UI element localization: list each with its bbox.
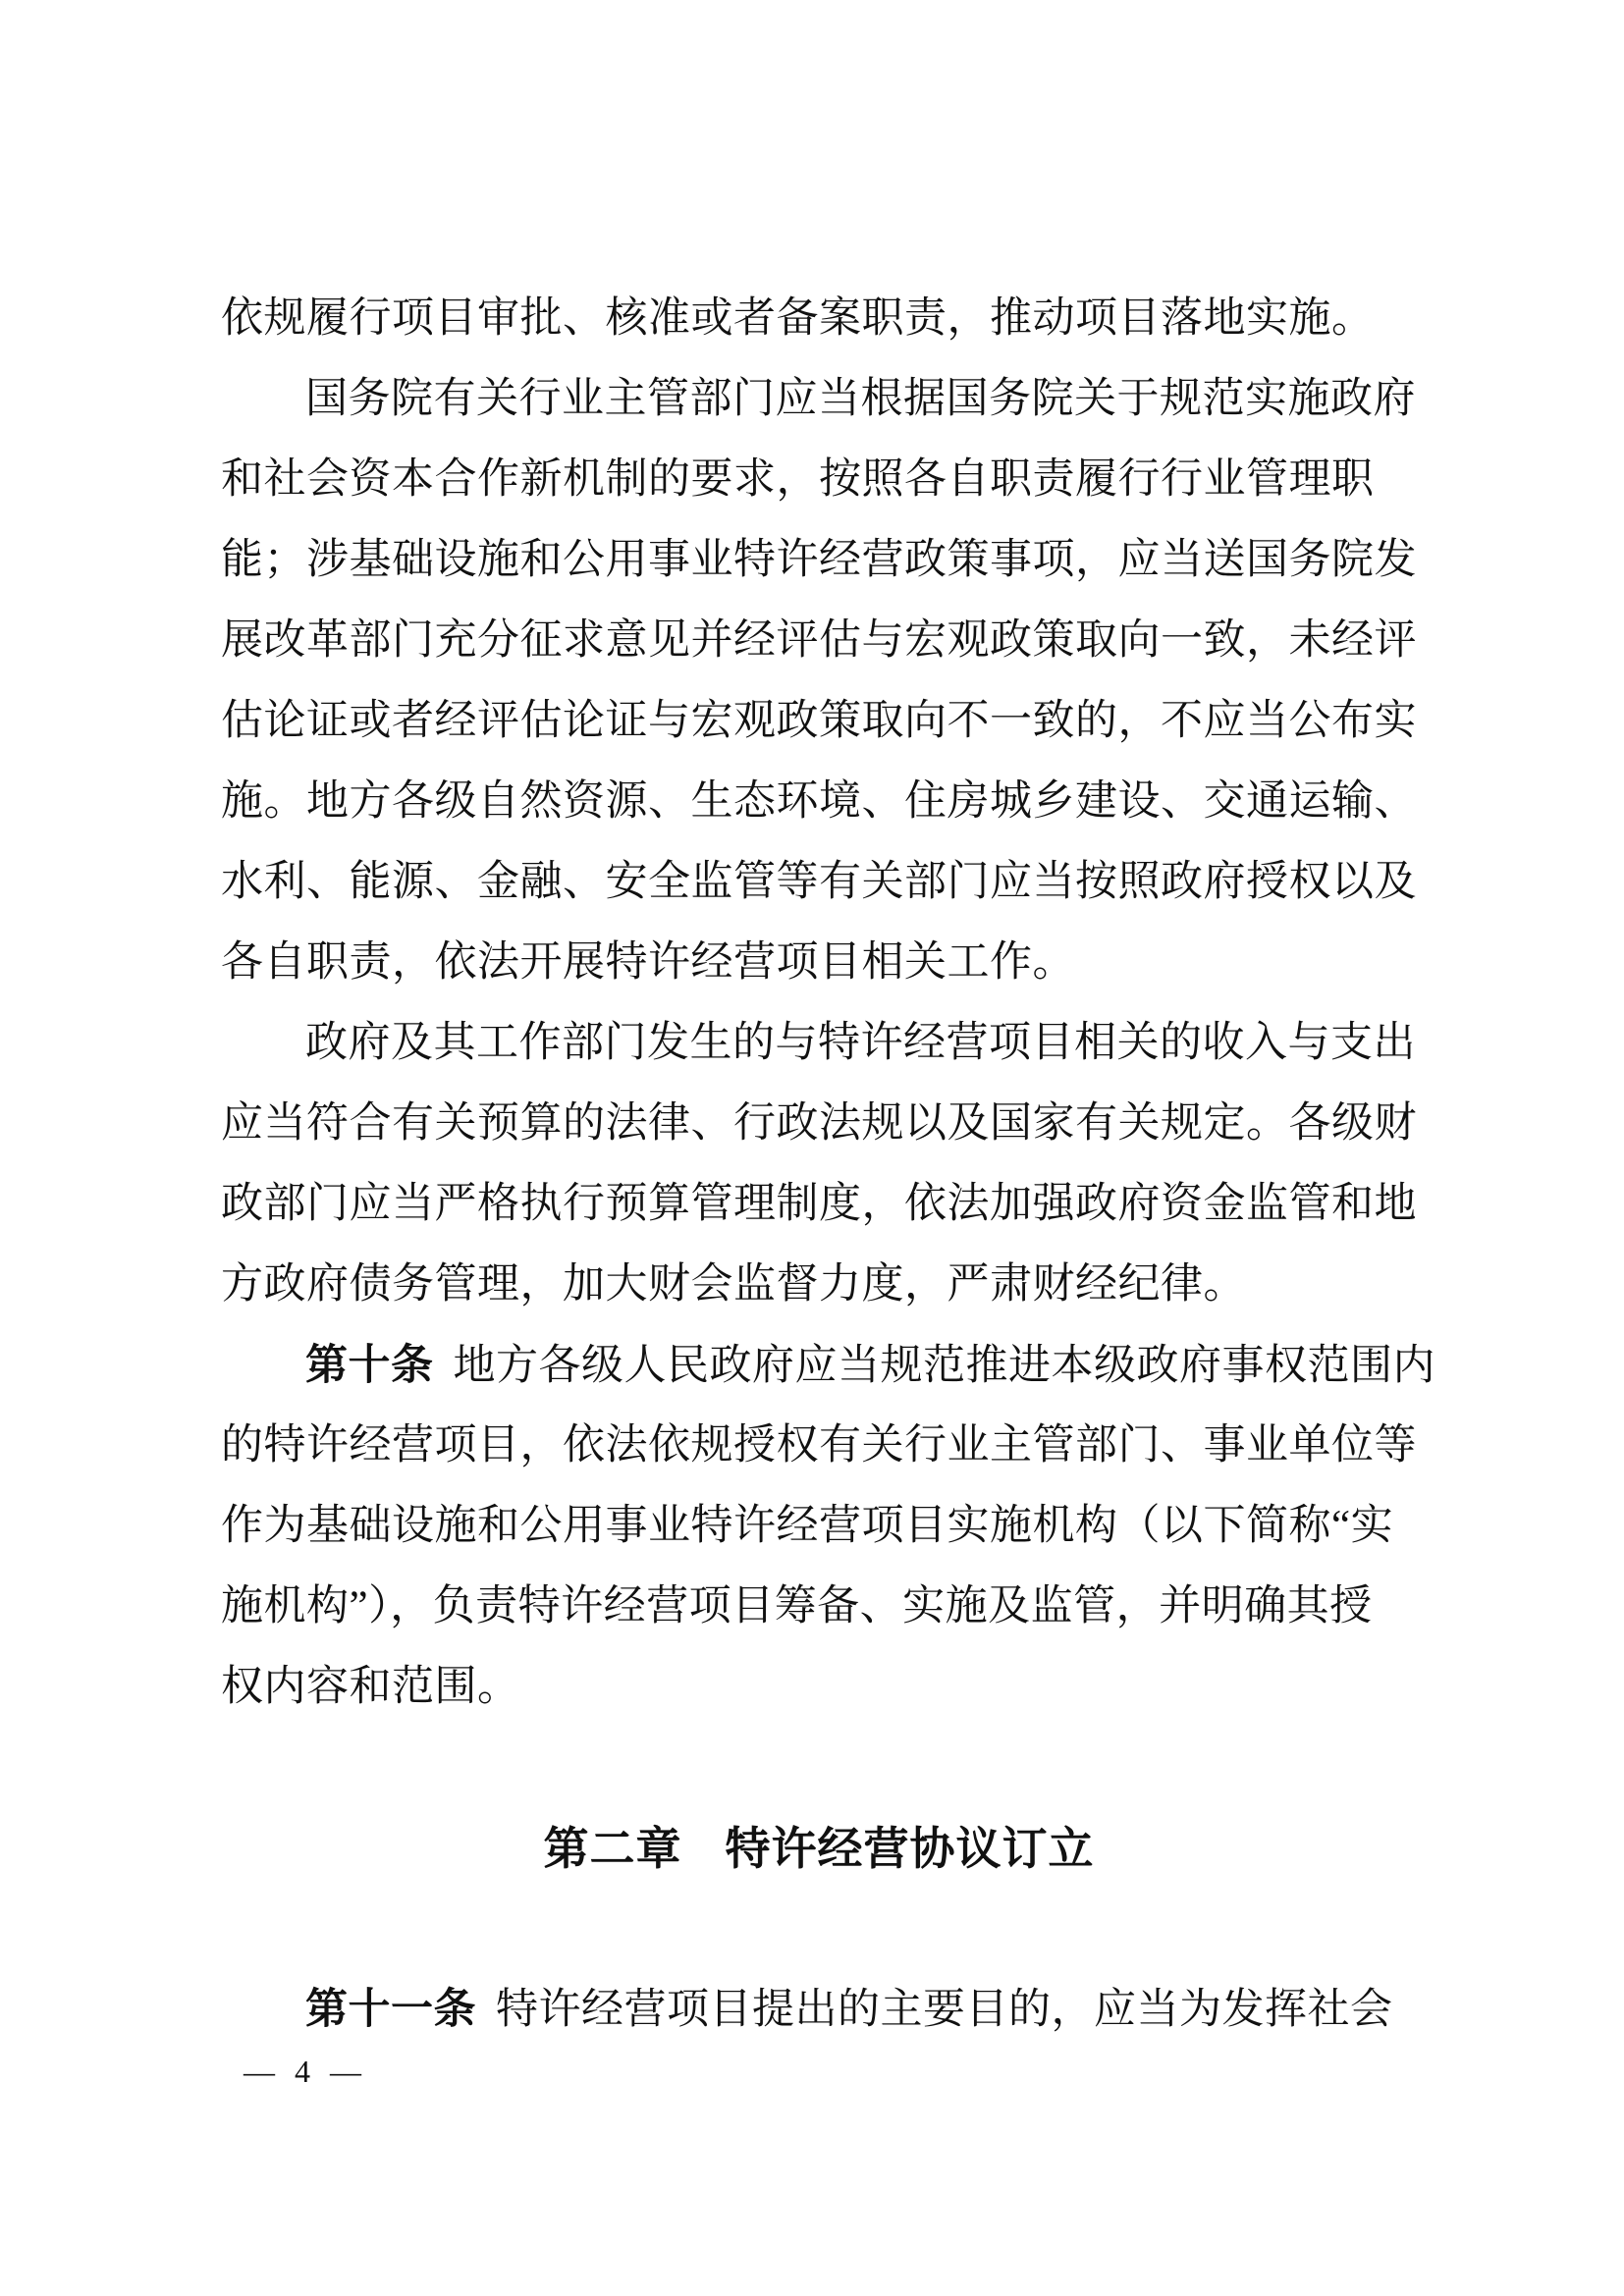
blank-line <box>221 1728 1417 1808</box>
line-text: 估论证或者经评估论证与宏观政策取向不一致的，不应当公布实 <box>221 698 1417 744</box>
line-text: 施机构”），负责特许经营项目筹备、实施及监管，并明确其授 <box>221 1583 1373 1629</box>
paragraph-line <box>221 1003 1417 1084</box>
line-text: 依规履行项目审批、核准或者备案职责，推动项目落地实施。 <box>221 295 1375 342</box>
line-text: 各自职责，依法开展特许经营项目相关工作。 <box>221 939 1075 986</box>
line-text: 能；涉基础设施和公用事业特许经营政策事项，应当送国务院发 <box>221 537 1417 583</box>
line-text: 水利、能源、金融、安全监管等有关部门应当按照政府授权以及 <box>221 859 1417 905</box>
line-text: 政府及其工作部门发生的与特许经营项目相关的收入与支出 <box>305 1020 1416 1066</box>
line-text: 权内容和范围。 <box>221 1664 520 1710</box>
chapter-heading <box>221 1808 1417 1889</box>
line-text: 特许经营项目提出的主要目的，应当为发挥社会 <box>496 1987 1393 2033</box>
paragraph-line <box>221 1084 1417 1164</box>
paragraph-line <box>221 279 1417 359</box>
blank-line <box>221 1889 1417 1969</box>
paragraph-line <box>221 842 1417 923</box>
paragraph-line <box>221 520 1417 601</box>
page-number: — 4 — <box>244 2054 367 2089</box>
line-text: 应当符合有关预算的法律、行政法规以及国家有关规定。各级财 <box>221 1100 1417 1147</box>
paragraph-line <box>221 1567 1417 1647</box>
article-number: 第十一条 <box>305 1986 476 2033</box>
paragraph-line <box>221 1164 1417 1245</box>
body-text <box>221 279 1435 2050</box>
line-text: 的特许经营项目，依法依规授权有关行业主管部门、事业单位等 <box>221 1422 1417 1468</box>
line-text: 国务院有关行业主管部门应当根据国务院关于规范实施政府 <box>305 376 1416 422</box>
line-text: 政部门应当严格执行预算管理制度，依法加强政府资金监管和地 <box>221 1181 1417 1227</box>
line-text: 施。地方各级自然资源、生态环境、住房城乡建设、交通运输、 <box>221 778 1417 825</box>
paragraph-line <box>221 1486 1417 1567</box>
paragraph-line <box>221 1325 1435 1406</box>
article-number: 第十条 <box>305 1342 434 1389</box>
paragraph-line <box>221 923 1417 1003</box>
paragraph-line <box>221 1969 1417 2050</box>
chapter-number: 第二章 <box>543 1823 682 1874</box>
paragraph-line <box>221 681 1417 762</box>
paragraph-line <box>221 359 1417 440</box>
paragraph-line <box>221 1406 1417 1486</box>
line-text: 地方各级人民政府应当规范推进本级政府事权范围内 <box>453 1343 1435 1389</box>
paragraph-line <box>221 762 1417 842</box>
paragraph-line <box>221 1245 1417 1325</box>
paragraph-line <box>221 1647 1417 1728</box>
line-text: 和社会资本合作新机制的要求，按照各自职责履行行业管理职 <box>221 456 1375 503</box>
chapter-title: 特许经营协议订立 <box>725 1823 1095 1874</box>
line-text: 方政府债务管理，加大财会监督力度，严肃财经纪律。 <box>221 1261 1246 1308</box>
line-text: 作为基础设施和公用事业特许经营项目实施机构（以下简称“实 <box>221 1503 1394 1549</box>
paragraph-line <box>221 601 1417 681</box>
paragraph-line <box>221 440 1417 520</box>
line-text: 展改革部门充分征求意见并经评估与宏观政策取向一致，未经评 <box>221 617 1417 664</box>
